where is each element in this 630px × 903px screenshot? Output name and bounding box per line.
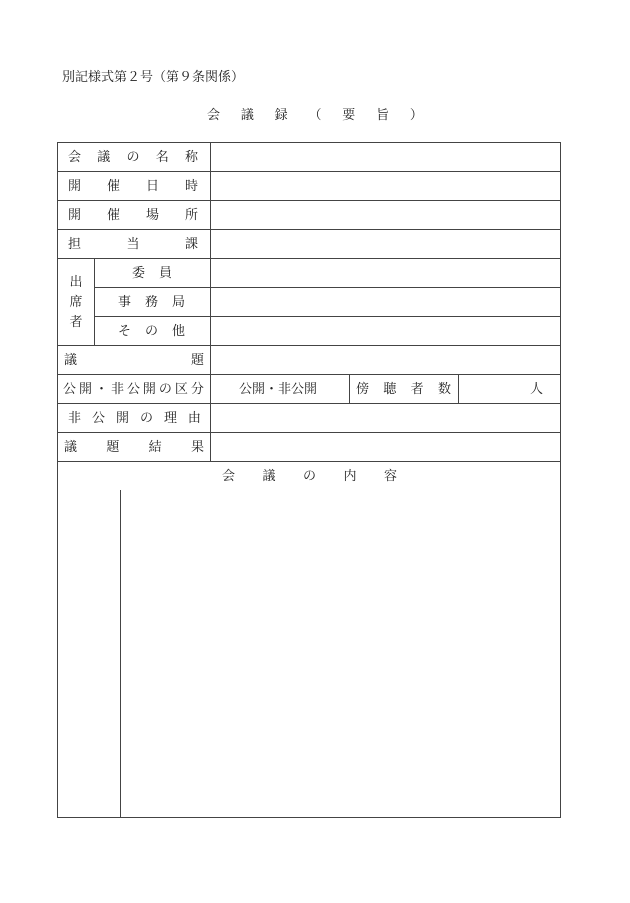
label-char: そ: [118, 324, 132, 339]
label-char: 当: [126, 237, 140, 252]
agenda-value[interactable]: [216, 346, 556, 374]
label-char: 果: [190, 440, 204, 455]
meeting-name-value[interactable]: [216, 143, 556, 171]
public-category-label: [63, 383, 204, 396]
label-char: 議: [262, 469, 276, 484]
datetime-label: [68, 180, 198, 193]
label-char: 容: [383, 469, 397, 484]
attendees-label: [68, 276, 84, 329]
label-char: の: [126, 150, 140, 165]
label-char: 数: [437, 382, 451, 397]
label-char: 局: [171, 295, 185, 310]
label-char: 日: [145, 179, 159, 194]
contents-body[interactable]: [126, 492, 556, 814]
label-char: 開: [68, 208, 82, 223]
label-char: の: [144, 324, 158, 339]
secretariat-value[interactable]: [216, 288, 556, 316]
label-char: 者: [69, 315, 83, 330]
label-char: 催: [106, 179, 120, 194]
label-char: 議: [97, 150, 111, 165]
label-char: 会: [68, 150, 82, 165]
secretariat-label: [118, 296, 185, 309]
label-char: 議: [64, 440, 78, 455]
label-char: 題: [190, 353, 204, 368]
label-char: 区: [174, 382, 188, 397]
contents-left-column[interactable]: [60, 492, 116, 814]
agenda-result-label: [64, 441, 204, 454]
others-value[interactable]: [216, 317, 556, 345]
label-char: 席: [69, 295, 83, 310]
label-char: 非: [68, 411, 82, 426]
label-char: 名: [155, 150, 169, 165]
label-char: 務: [144, 295, 158, 310]
audience-unit: 人: [530, 382, 544, 397]
label-char: 議: [64, 353, 78, 368]
label-char: 者: [410, 382, 424, 397]
label-char: 課: [184, 237, 198, 252]
label-char: 所: [184, 208, 198, 223]
form-number-note: 別記様式第２号（第９条関係）: [62, 70, 245, 85]
members-label: [132, 267, 172, 280]
label-char: 議: [240, 108, 254, 123]
label-char: 要: [342, 108, 356, 123]
label-char: 開: [142, 382, 156, 397]
label-char: 称: [184, 150, 198, 165]
label-char: 他: [171, 324, 185, 339]
document-title: [0, 104, 630, 123]
label-char: 場: [145, 208, 159, 223]
nonpublic-reason-value[interactable]: [216, 404, 556, 432]
department-label: [68, 238, 198, 251]
label-char: 傍: [356, 382, 370, 397]
label-char: 内: [343, 469, 357, 484]
label-char: の: [158, 382, 172, 397]
department-value[interactable]: [216, 230, 556, 258]
label-char: （: [308, 108, 322, 123]
label-char: 開: [78, 382, 92, 397]
label-char: 理: [163, 411, 177, 426]
label-char: 時: [184, 179, 198, 194]
label-char: 催: [106, 208, 120, 223]
nonpublic-reason-label: [68, 412, 201, 425]
label-char: 分: [190, 382, 204, 397]
label-char: ）: [409, 108, 423, 123]
meeting-name-label: [68, 151, 198, 164]
label-char: 担: [68, 237, 82, 252]
agenda-result-value[interactable]: [216, 433, 556, 461]
label-char: 聴: [383, 382, 397, 397]
minutes-form: [57, 142, 561, 818]
label-char: 由: [187, 411, 201, 426]
label-char: 公: [63, 382, 77, 397]
label-char: 公: [91, 411, 105, 426]
label-char: 開: [68, 179, 82, 194]
label-char: ・: [94, 382, 108, 397]
audience-count-label: [356, 383, 451, 396]
label-char: 員: [158, 266, 172, 281]
label-char: 事: [118, 295, 132, 310]
place-label: [68, 209, 198, 222]
audience-count-value[interactable]: [463, 375, 533, 403]
label-char: 非: [110, 382, 124, 397]
label-char: 委: [132, 266, 146, 281]
public-nonpublic-option[interactable]: 公開・非公開: [239, 382, 318, 397]
label-char: の: [302, 469, 316, 484]
label-char: の: [139, 411, 153, 426]
label-char: 公: [126, 382, 140, 397]
label-char: 録: [274, 108, 288, 123]
label-char: 出: [69, 275, 83, 290]
meeting-contents-header: [222, 470, 397, 483]
label-char: 題: [106, 440, 120, 455]
label-char: 旨: [376, 108, 390, 123]
datetime-value[interactable]: [216, 172, 556, 200]
label-char: 結: [148, 440, 162, 455]
place-value[interactable]: [216, 201, 556, 229]
others-label: [118, 325, 185, 338]
members-value[interactable]: [216, 259, 556, 287]
label-char: 会: [222, 469, 236, 484]
label-char: 会: [207, 108, 221, 123]
agenda-label: [64, 354, 204, 367]
label-char: 開: [115, 411, 129, 426]
